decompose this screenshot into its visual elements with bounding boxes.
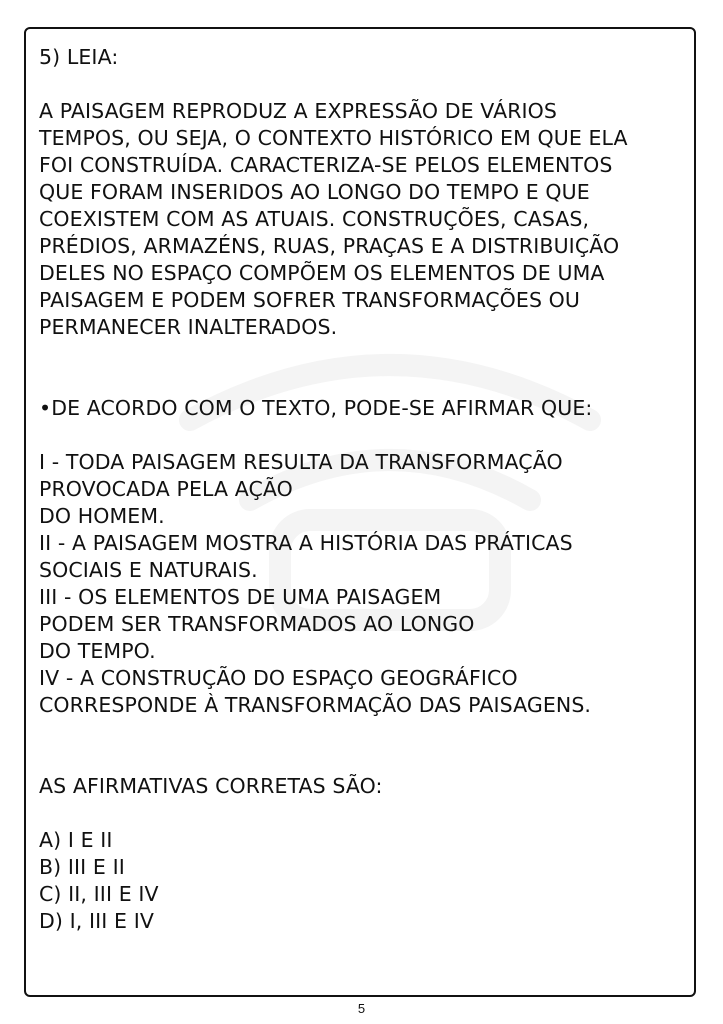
question-number-label: 5) LEIA: xyxy=(39,45,119,69)
statement-line: IV - A CONSTRUÇÃO DO ESPAÇO GEOGRÁFICO xyxy=(39,666,518,690)
question-prompt: •DE ACORDO COM O TEXTO, PODE-SE AFIRMAR QUE: xyxy=(39,396,593,420)
statement-line: SOCIAIS E NATURAIS. xyxy=(39,558,258,582)
reading-text xyxy=(39,98,689,341)
reading-text-line: PAISAGEM E PODEM SOFRER TRANSFORMAÇÕES OU xyxy=(39,288,581,312)
option-c: C) II, III E IV xyxy=(39,882,159,906)
statements-list xyxy=(39,449,689,719)
reading-text-line: COEXISTEM COM AS ATUAIS. CONSTRUÇÕES, CASAS, xyxy=(39,207,590,231)
question-content xyxy=(39,44,689,935)
option-a: A) I E II xyxy=(39,828,113,852)
statement-line: III - OS ELEMENTOS DE UMA PAISAGEM xyxy=(39,585,442,609)
reading-text-line: A PAISAGEM REPRODUZ A EXPRESSÃO DE VÁRIOS xyxy=(39,99,558,123)
reading-text-line: PERMANECER INALTERADOS. xyxy=(39,315,338,339)
answer-options xyxy=(39,827,689,935)
statement-line: DO TEMPO. xyxy=(39,639,156,663)
statement-line: I - TODA PAISAGEM RESULTA DA TRANSFORMAÇÃO xyxy=(39,450,563,474)
reading-text-line: QUE FORAM INSERIDOS AO LONGO DO TEMPO E QUE xyxy=(39,180,590,204)
reading-text-line: PRÉDIOS, ARMAZÉNS, RUAS, PRAÇAS E A DISTRIBUIÇÃO xyxy=(39,234,620,258)
statement-line: PROVOCADA PELA AÇÃO xyxy=(39,477,293,501)
statement-line: CORRESPONDE À TRANSFORMAÇÃO DAS PAISAGENS. xyxy=(39,693,592,717)
option-d: D) I, III E IV xyxy=(39,909,154,933)
statement-line: PODEM SER TRANSFORMADOS AO LONGO xyxy=(39,612,475,636)
statement-line: II - A PAISAGEM MOSTRA A HISTÓRIA DAS PRÁTICAS xyxy=(39,531,573,555)
statement-line: DO HOMEM. xyxy=(39,504,165,528)
page-number: 5 xyxy=(357,1001,366,1016)
reading-text-line: TEMPOS, OU SEJA, O CONTEXTO HISTÓRICO EM QUE ELA xyxy=(39,126,628,150)
reading-text-line: FOI CONSTRUÍDA. CARACTERIZA-SE PELOS ELEMENTOS xyxy=(39,153,613,177)
option-b: B) III E II xyxy=(39,855,125,879)
reading-text-line: DELES NO ESPAÇO COMPÕEM OS ELEMENTOS DE UMA xyxy=(39,261,605,285)
answer-prompt: AS AFIRMATIVAS CORRETAS SÃO: xyxy=(39,774,383,798)
